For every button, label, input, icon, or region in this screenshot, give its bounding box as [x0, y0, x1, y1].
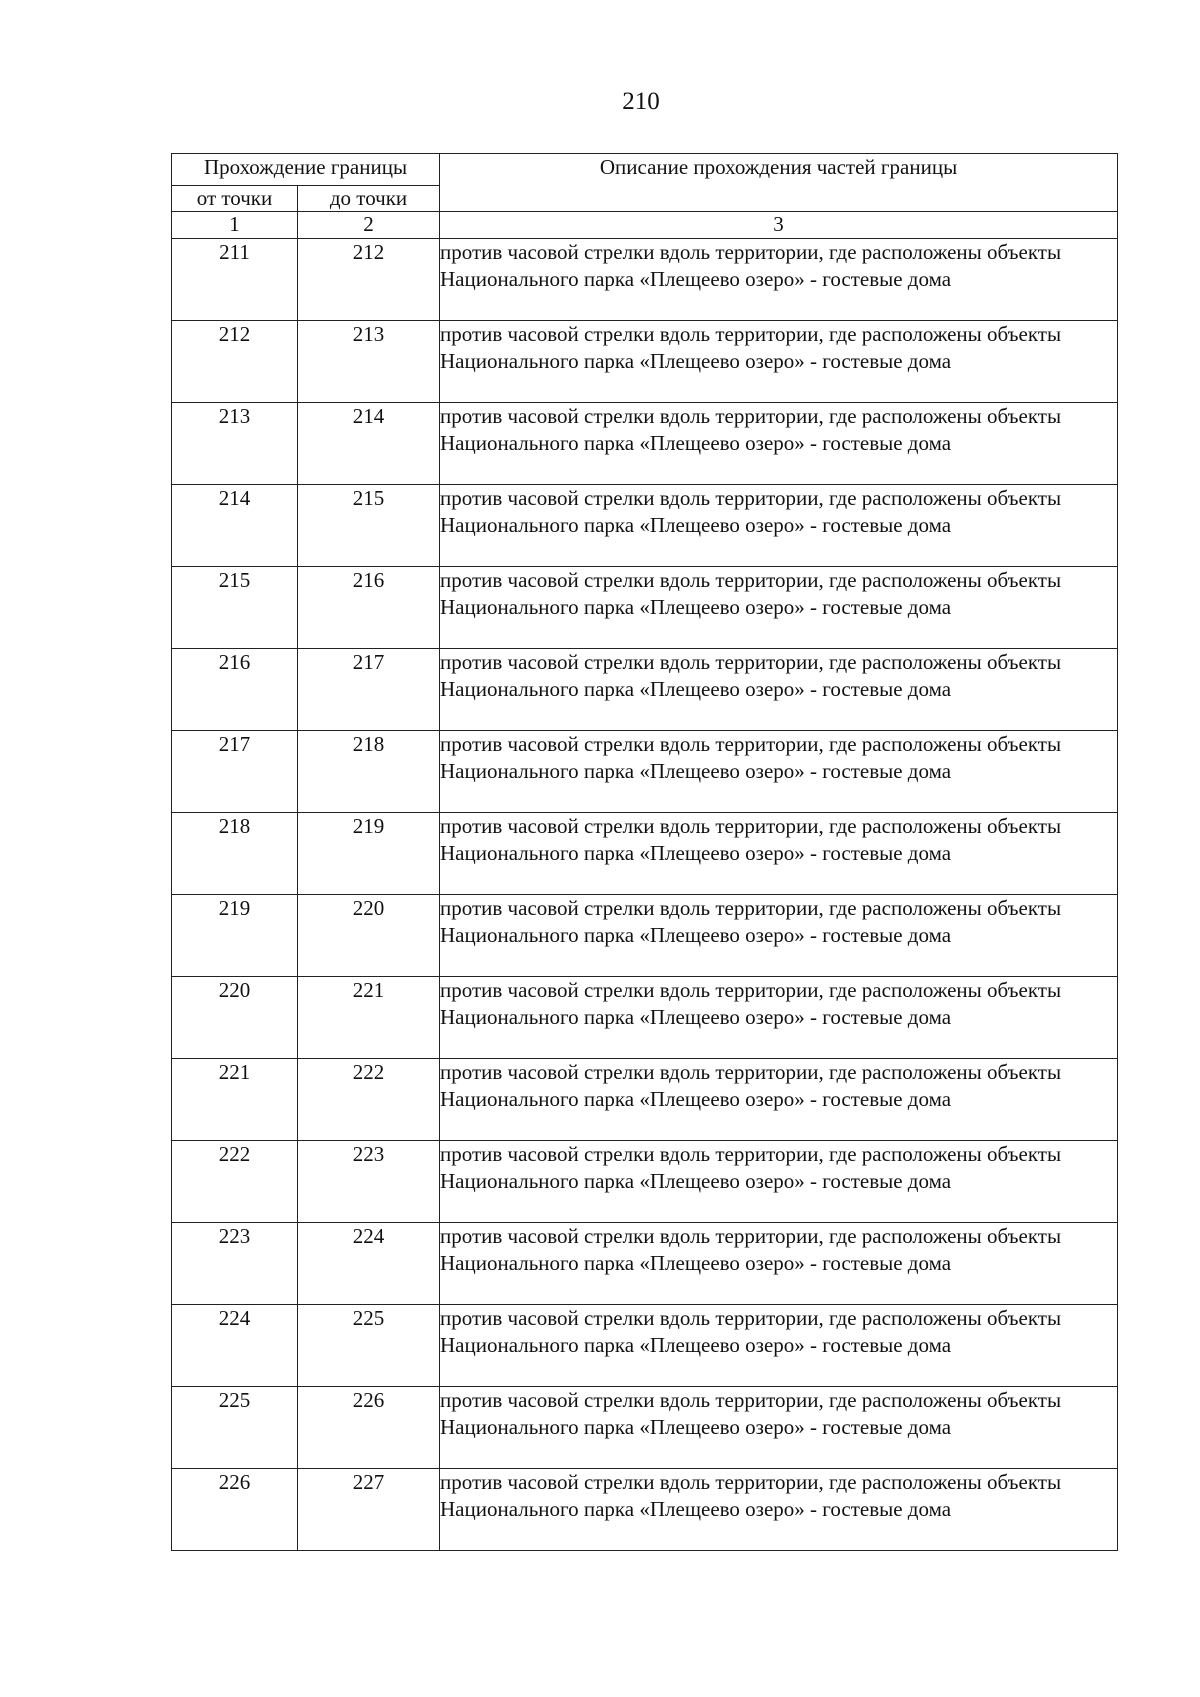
- to-point-cell: 223: [298, 1141, 440, 1223]
- header-from-point: от точки: [172, 186, 298, 212]
- description-cell: против часовой стрелки вдоль территории, где расположены объекты Национального парка «Плещеево озеро» - гостевые дома: [440, 1305, 1118, 1387]
- from-point-cell: 216: [172, 649, 298, 731]
- table-row: [172, 239, 1118, 321]
- description-cell: против часовой стрелки вдоль территории, где расположены объекты Национального парка «Плещеево озеро» - гостевые дома: [440, 1469, 1118, 1551]
- description-cell: против часовой стрелки вдоль территории, где расположены объекты Национального парка «Плещеево озеро» - гостевые дома: [440, 1141, 1118, 1223]
- table-row: [172, 895, 1118, 977]
- from-point-cell: 218: [172, 813, 298, 895]
- from-point-cell: 226: [172, 1469, 298, 1551]
- description-cell: против часовой стрелки вдоль территории, где расположены объекты Национального парка «Плещеево озеро» - гостевые дома: [440, 895, 1118, 977]
- from-point-cell: 215: [172, 567, 298, 649]
- from-point-cell: 224: [172, 1305, 298, 1387]
- from-point-cell: 214: [172, 485, 298, 567]
- to-point-cell: 225: [298, 1305, 440, 1387]
- table-row: [172, 485, 1118, 567]
- description-cell: против часовой стрелки вдоль территории, где расположены объекты Национального парка «Плещеево озеро» - гостевые дома: [440, 239, 1118, 321]
- description-cell: против часовой стрелки вдоль территории, где расположены объекты Национального парка «Плещеево озеро» - гостевые дома: [440, 1387, 1118, 1469]
- table-row: [172, 1469, 1118, 1551]
- to-point-cell: 219: [298, 813, 440, 895]
- description-cell: против часовой стрелки вдоль территории, где расположены объекты Национального парка «Плещеево озеро» - гостевые дома: [440, 977, 1118, 1059]
- from-point-cell: 213: [172, 403, 298, 485]
- header-row-column-numbers: [172, 212, 1118, 239]
- description-cell: против часовой стрелки вдоль территории, где расположены объекты Национального парка «Плещеево озеро» - гостевые дома: [440, 1059, 1118, 1141]
- header-to-point: до точки: [298, 186, 440, 212]
- table-row: [172, 1387, 1118, 1469]
- to-point-cell: 212: [298, 239, 440, 321]
- to-point-cell: 226: [298, 1387, 440, 1469]
- description-cell: против часовой стрелки вдоль территории, где расположены объекты Национального парка «Плещеево озеро» - гостевые дома: [440, 485, 1118, 567]
- to-point-cell: 222: [298, 1059, 440, 1141]
- from-point-cell: 221: [172, 1059, 298, 1141]
- header-boundary-passage: Прохождение границы: [172, 154, 440, 186]
- to-point-cell: 220: [298, 895, 440, 977]
- from-point-cell: 219: [172, 895, 298, 977]
- description-cell: против часовой стрелки вдоль территории, где расположены объекты Национального парка «Плещеево озеро» - гостевые дома: [440, 403, 1118, 485]
- to-point-cell: 224: [298, 1223, 440, 1305]
- from-point-cell: 211: [172, 239, 298, 321]
- table-row: [172, 731, 1118, 813]
- to-point-cell: 218: [298, 731, 440, 813]
- from-point-cell: 222: [172, 1141, 298, 1223]
- to-point-cell: 221: [298, 977, 440, 1059]
- to-point-cell: 216: [298, 567, 440, 649]
- column-number-2: 2: [298, 212, 440, 239]
- boundary-table: [171, 153, 1118, 1551]
- to-point-cell: 214: [298, 403, 440, 485]
- table-row: [172, 321, 1118, 403]
- from-point-cell: 212: [172, 321, 298, 403]
- page-number: 210: [622, 88, 660, 115]
- description-cell: против часовой стрелки вдоль территории, где расположены объекты Национального парка «Плещеево озеро» - гостевые дома: [440, 813, 1118, 895]
- table-row: [172, 1305, 1118, 1387]
- header-row-group: [172, 154, 1118, 186]
- to-point-cell: 215: [298, 485, 440, 567]
- table-row: [172, 403, 1118, 485]
- to-point-cell: 217: [298, 649, 440, 731]
- description-cell: против часовой стрелки вдоль территории, где расположены объекты Национального парка «Плещеево озеро» - гостевые дома: [440, 1223, 1118, 1305]
- description-cell: против часовой стрелки вдоль территории, где расположены объекты Национального парка «Плещеево озеро» - гостевые дома: [440, 321, 1118, 403]
- description-cell: против часовой стрелки вдоль территории, где расположены объекты Национального парка «Плещеево озеро» - гостевые дома: [440, 649, 1118, 731]
- table-row: [172, 1223, 1118, 1305]
- boundary-table-body: [172, 154, 1118, 1551]
- table-row: [172, 567, 1118, 649]
- from-point-cell: 220: [172, 977, 298, 1059]
- table-row: [172, 649, 1118, 731]
- column-number-1: 1: [172, 212, 298, 239]
- table-row: [172, 1141, 1118, 1223]
- table-row: [172, 1059, 1118, 1141]
- from-point-cell: 217: [172, 731, 298, 813]
- to-point-cell: 227: [298, 1469, 440, 1551]
- column-number-3: 3: [440, 212, 1118, 239]
- table-row: [172, 813, 1118, 895]
- to-point-cell: 213: [298, 321, 440, 403]
- from-point-cell: 225: [172, 1387, 298, 1469]
- description-cell: против часовой стрелки вдоль территории, где расположены объекты Национального парка «Плещеево озеро» - гостевые дома: [440, 731, 1118, 813]
- table-row: [172, 977, 1118, 1059]
- from-point-cell: 223: [172, 1223, 298, 1305]
- description-cell: против часовой стрелки вдоль территории, где расположены объекты Национального парка «Плещеево озеро» - гостевые дома: [440, 567, 1118, 649]
- header-description: Описание прохождения частей границы: [440, 154, 1118, 212]
